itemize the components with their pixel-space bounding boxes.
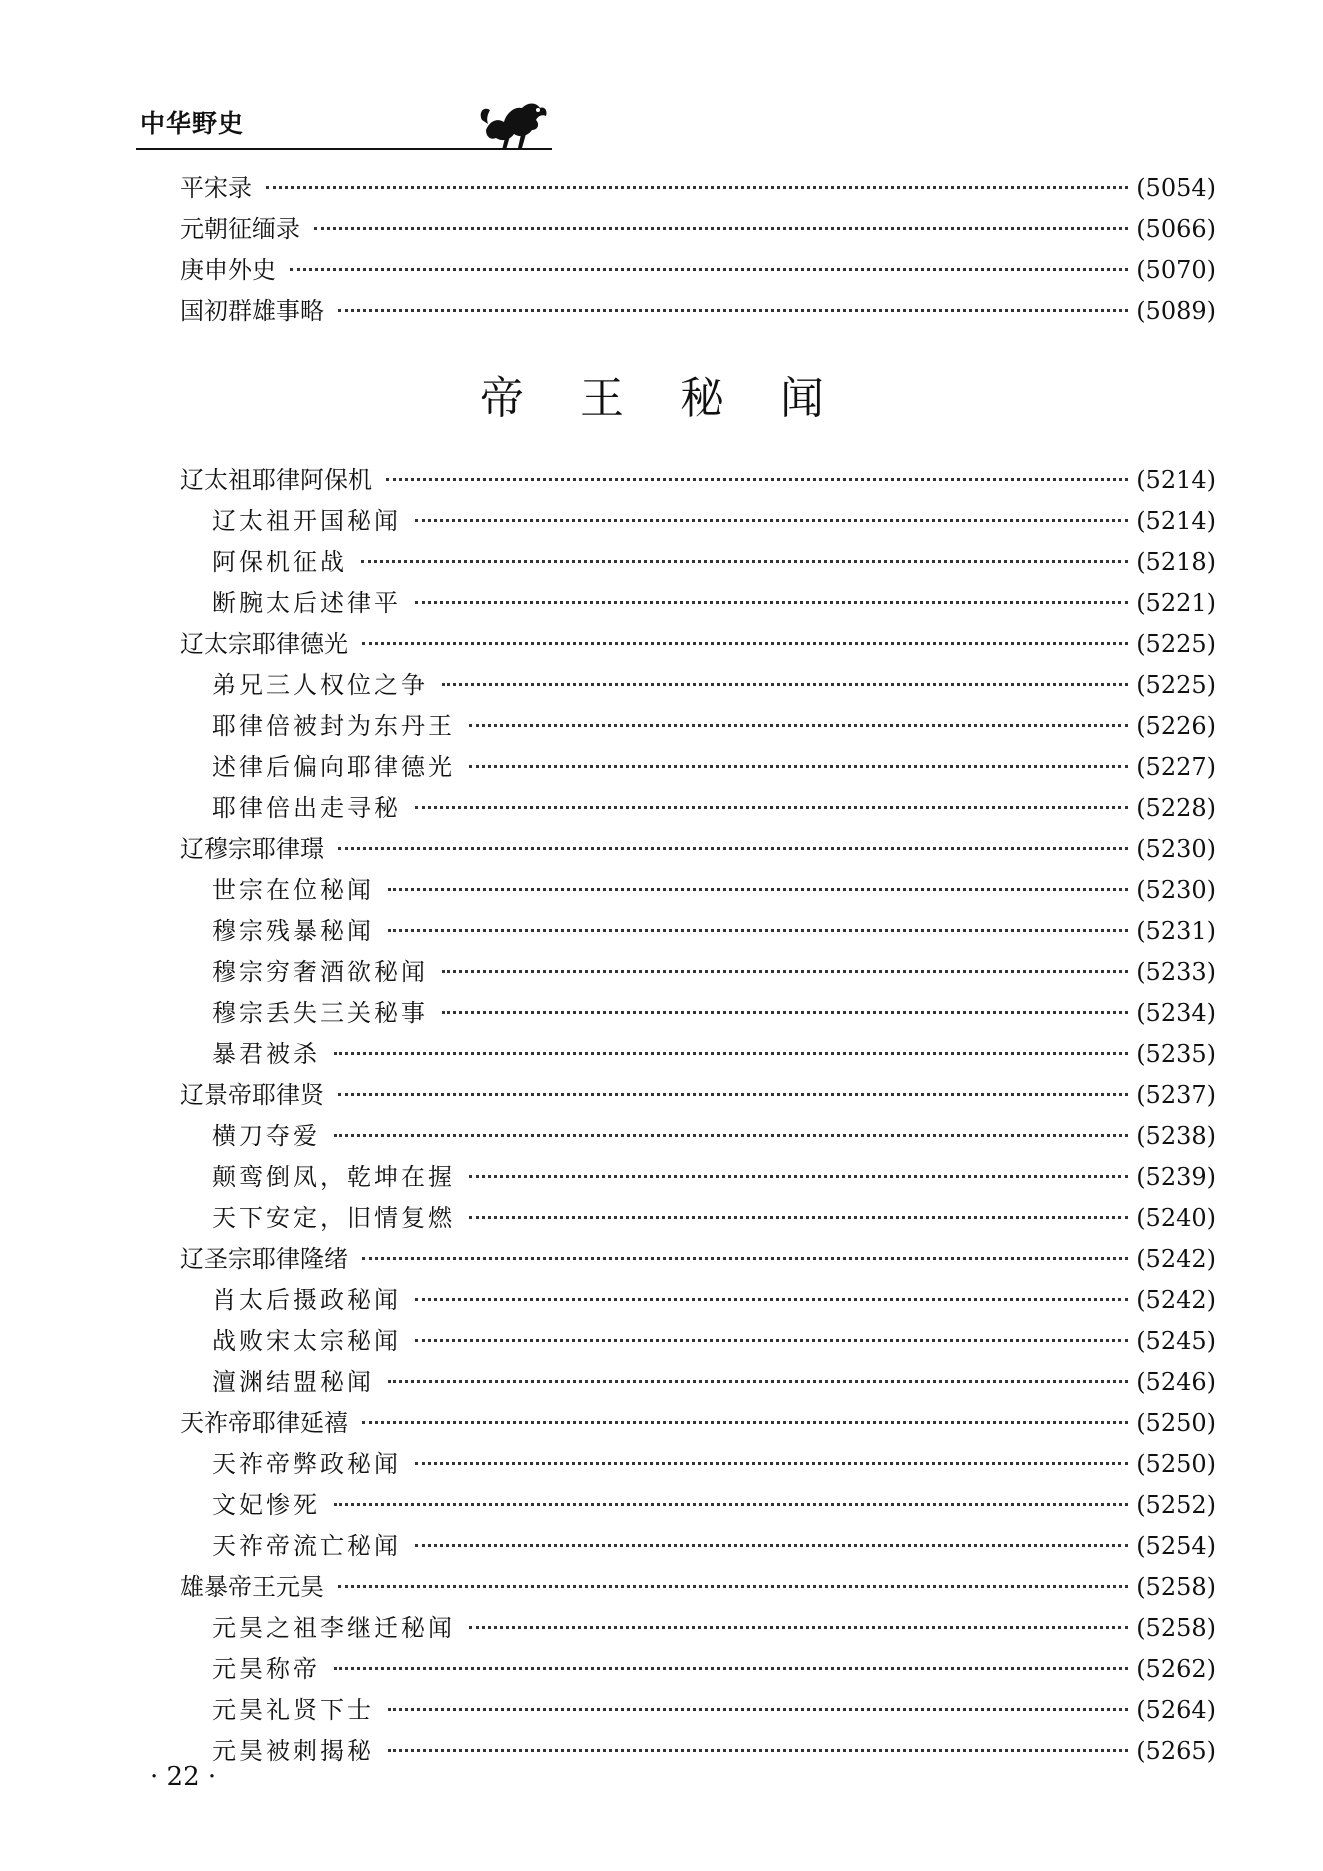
toc-subentry bbox=[212, 788, 1216, 828]
dot-leader bbox=[362, 1421, 1128, 1424]
toc-entry bbox=[180, 209, 1216, 249]
entry-page: (5254) bbox=[1136, 1532, 1216, 1560]
entry-page: (5265) bbox=[1136, 1737, 1216, 1765]
toc-entry bbox=[180, 1567, 1216, 1607]
dot-leader bbox=[314, 227, 1128, 230]
dot-leader bbox=[362, 1257, 1128, 1260]
toc-subentry bbox=[212, 952, 1216, 992]
entry-page: (5066) bbox=[1136, 215, 1216, 243]
entry-title: 元朝征缅录 bbox=[180, 215, 300, 243]
entry-page: (5242) bbox=[1136, 1245, 1216, 1273]
entry-title: 世宗在位秘闻 bbox=[212, 876, 374, 904]
entry-title: 耶律倍被封为东丹王 bbox=[212, 712, 455, 740]
entry-page: (5250) bbox=[1136, 1409, 1216, 1437]
dot-leader bbox=[469, 765, 1128, 768]
toc-subentry bbox=[212, 1485, 1216, 1525]
toc-subentry bbox=[212, 993, 1216, 1033]
dot-leader bbox=[334, 1134, 1128, 1137]
entry-title: 辽太祖耶律阿保机 bbox=[180, 466, 372, 494]
entry-page: (5228) bbox=[1136, 794, 1216, 822]
entry-page: (5238) bbox=[1136, 1122, 1216, 1150]
dot-leader bbox=[415, 1462, 1128, 1465]
dot-leader bbox=[415, 519, 1128, 522]
dot-leader bbox=[362, 642, 1128, 645]
entry-title: 辽太宗耶律德光 bbox=[180, 630, 348, 658]
dot-leader bbox=[469, 1175, 1128, 1178]
entry-title: 元昊之祖李继迁秘闻 bbox=[212, 1614, 455, 1642]
entry-title: 肖太后摄政秘闻 bbox=[212, 1286, 401, 1314]
entry-page: (5230) bbox=[1136, 876, 1216, 904]
entry-page: (5230) bbox=[1136, 835, 1216, 863]
dot-leader bbox=[388, 888, 1128, 891]
toc-subentry bbox=[212, 870, 1216, 910]
entry-page: (5250) bbox=[1136, 1450, 1216, 1478]
toc-entry bbox=[180, 624, 1216, 664]
toc-entry bbox=[180, 168, 1216, 208]
dragon-logo-icon bbox=[476, 90, 552, 152]
entry-page: (5258) bbox=[1136, 1573, 1216, 1601]
entry-page: (5258) bbox=[1136, 1614, 1216, 1642]
entry-title: 穆宗丢失三关秘事 bbox=[212, 999, 428, 1027]
entry-page: (5214) bbox=[1136, 466, 1216, 494]
entry-title: 穆宗穷奢酒欲秘闻 bbox=[212, 958, 428, 986]
entry-page: (5246) bbox=[1136, 1368, 1216, 1396]
entry-title: 暴君被杀 bbox=[212, 1040, 320, 1068]
toc-subentry bbox=[212, 747, 1216, 787]
dot-leader bbox=[388, 1380, 1128, 1383]
toc-entry bbox=[180, 291, 1216, 331]
section-title: 帝王秘闻 bbox=[480, 373, 880, 424]
entry-page: (5235) bbox=[1136, 1040, 1216, 1068]
entry-title: 天下安定，旧情复燃 bbox=[212, 1204, 455, 1232]
toc-subentry bbox=[212, 501, 1216, 541]
dot-leader bbox=[290, 268, 1128, 271]
entry-page: (5233) bbox=[1136, 958, 1216, 986]
toc-entry bbox=[180, 250, 1216, 290]
entry-title: 弟兄三人权位之争 bbox=[212, 671, 428, 699]
dot-leader bbox=[361, 560, 1128, 563]
toc-subentry bbox=[212, 1608, 1216, 1648]
entry-page: (5239) bbox=[1136, 1163, 1216, 1191]
toc-subentry bbox=[212, 583, 1216, 623]
toc-entry bbox=[180, 1239, 1216, 1279]
entry-page: (5225) bbox=[1136, 630, 1216, 658]
entry-title: 元昊被刺揭秘 bbox=[212, 1737, 374, 1765]
entry-title: 阿保机征战 bbox=[212, 548, 347, 576]
entry-title: 雄暴帝王元昊 bbox=[180, 1573, 324, 1601]
toc-subentry bbox=[212, 1116, 1216, 1156]
entry-page: (5264) bbox=[1136, 1696, 1216, 1724]
entry-page: (5089) bbox=[1136, 297, 1216, 325]
entry-page: (5054) bbox=[1136, 174, 1216, 202]
entry-page: (5234) bbox=[1136, 999, 1216, 1027]
entry-page: (5214) bbox=[1136, 507, 1216, 535]
toc-subentry bbox=[212, 1444, 1216, 1484]
dot-leader bbox=[442, 1011, 1128, 1014]
dot-leader bbox=[388, 1749, 1128, 1752]
entry-title: 元昊礼贤下士 bbox=[212, 1696, 374, 1724]
toc-subentry bbox=[212, 1690, 1216, 1730]
dot-leader bbox=[442, 683, 1128, 686]
toc-subentry bbox=[212, 1649, 1216, 1689]
entry-title: 辽太祖开国秘闻 bbox=[212, 507, 401, 535]
entry-title: 述律后偏向耶律德光 bbox=[212, 753, 455, 781]
entry-page: (5240) bbox=[1136, 1204, 1216, 1232]
header-rule bbox=[136, 148, 552, 150]
dot-leader bbox=[334, 1667, 1128, 1670]
dot-leader bbox=[469, 724, 1128, 727]
dot-leader bbox=[469, 1216, 1128, 1219]
dot-leader bbox=[415, 601, 1128, 604]
entry-title: 元昊称帝 bbox=[212, 1655, 320, 1683]
toc-subentry bbox=[212, 1731, 1216, 1771]
entry-page: (5225) bbox=[1136, 671, 1216, 699]
entry-title: 国初群雄事略 bbox=[180, 297, 324, 325]
toc-entry bbox=[180, 460, 1216, 500]
entry-page: (5221) bbox=[1136, 589, 1216, 617]
entry-title: 穆宗残暴秘闻 bbox=[212, 917, 374, 945]
toc-subentry bbox=[212, 1526, 1216, 1566]
entry-title: 断腕太后述律平 bbox=[212, 589, 401, 617]
dot-leader bbox=[469, 1626, 1128, 1629]
dot-leader bbox=[338, 1093, 1128, 1096]
entry-title: 颠鸾倒凤，乾坤在握 bbox=[212, 1163, 455, 1191]
entry-page: (5252) bbox=[1136, 1491, 1216, 1519]
entry-page: (5245) bbox=[1136, 1327, 1216, 1355]
dot-leader bbox=[334, 1052, 1128, 1055]
entry-title: 天祚帝弊政秘闻 bbox=[212, 1450, 401, 1478]
entry-title: 辽圣宗耶律隆绪 bbox=[180, 1245, 348, 1273]
dot-leader bbox=[386, 478, 1128, 481]
entry-title: 耶律倍出走寻秘 bbox=[212, 794, 401, 822]
entry-page: (5227) bbox=[1136, 753, 1216, 781]
dot-leader bbox=[442, 970, 1128, 973]
toc-entry bbox=[180, 829, 1216, 869]
entry-page: (5070) bbox=[1136, 256, 1216, 284]
entry-title: 天祚帝耶律延禧 bbox=[180, 1409, 348, 1437]
dot-leader bbox=[388, 1708, 1128, 1711]
dot-leader bbox=[266, 186, 1128, 189]
dot-leader bbox=[338, 847, 1128, 850]
toc-entry bbox=[180, 1075, 1216, 1115]
page-number: · 22 · bbox=[150, 1762, 217, 1792]
entry-page: (5218) bbox=[1136, 548, 1216, 576]
dot-leader bbox=[334, 1503, 1128, 1506]
entry-title: 平宋录 bbox=[180, 174, 252, 202]
toc-subentry bbox=[212, 542, 1216, 582]
entry-page: (5226) bbox=[1136, 712, 1216, 740]
toc-subentry bbox=[212, 1280, 1216, 1320]
toc-subentry bbox=[212, 665, 1216, 705]
dot-leader bbox=[415, 1544, 1128, 1547]
dot-leader bbox=[338, 309, 1128, 312]
dot-leader bbox=[388, 929, 1128, 932]
toc-subentry bbox=[212, 1362, 1216, 1402]
entry-title: 庚申外史 bbox=[180, 256, 276, 284]
toc-subentry bbox=[212, 1034, 1216, 1074]
dot-leader bbox=[338, 1585, 1128, 1588]
toc-subentry bbox=[212, 1321, 1216, 1361]
toc-subentry bbox=[212, 1157, 1216, 1197]
dot-leader bbox=[415, 1339, 1128, 1342]
toc-entry bbox=[180, 1403, 1216, 1443]
entry-title: 文妃惨死 bbox=[212, 1491, 320, 1519]
entry-page: (5237) bbox=[1136, 1081, 1216, 1109]
toc-subentry bbox=[212, 1198, 1216, 1238]
entry-page: (5262) bbox=[1136, 1655, 1216, 1683]
page-header bbox=[136, 90, 552, 152]
entry-page: (5231) bbox=[1136, 917, 1216, 945]
entry-title: 战败宋太宗秘闻 bbox=[212, 1327, 401, 1355]
toc-subentry bbox=[212, 911, 1216, 951]
dot-leader bbox=[415, 1298, 1128, 1301]
toc-subentry bbox=[212, 706, 1216, 746]
entry-title: 横刀夺爱 bbox=[212, 1122, 320, 1150]
entry-page: (5242) bbox=[1136, 1286, 1216, 1314]
entry-title: 澶渊结盟秘闻 bbox=[212, 1368, 374, 1396]
entry-title: 辽景帝耶律贤 bbox=[180, 1081, 324, 1109]
dot-leader bbox=[415, 806, 1128, 809]
entry-title: 辽穆宗耶律璟 bbox=[180, 835, 324, 863]
book-title: 中华野史 bbox=[140, 109, 245, 138]
entry-title: 天祚帝流亡秘闻 bbox=[212, 1532, 401, 1560]
